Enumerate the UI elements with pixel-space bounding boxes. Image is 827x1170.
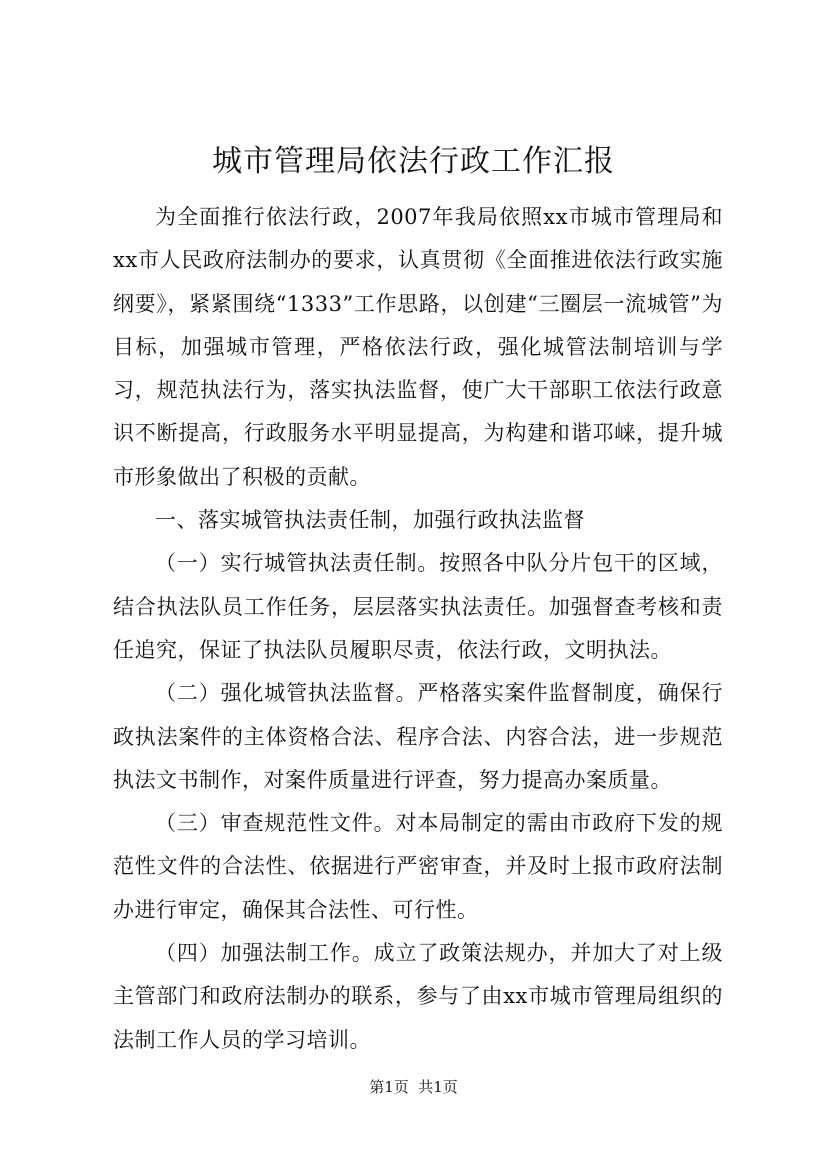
paragraph-item-2: （二）强化城管执法监督。严格落实案件监督制度，确保行政执法案件的主体资格合法、程序合法、内容合法，进一步规范执法文书制作，对案件质量进行评查，努力提高办案质量。 [113, 681, 723, 792]
paragraph-item-1: （一）实行城管执法责任制。按照各中队分片包干的区域，结合执法队员工作任务，层层落实执法责任。加强督查考核和责任追究，保证了执法队员履职尽责，依法行政，文明执法。 [113, 551, 723, 662]
paragraph-item-3: （三）审查规范性文件。对本局制定的需由市政府下发的规范性文件的合法性、依据进行严密审查，并及时上报市政府法制办进行审定，确保其合法性、可行性。 [113, 811, 723, 922]
page-footer [0, 1077, 827, 1097]
paragraph-item-4: （四）加强法制工作。成立了政策法规办，并加大了对上级主管部门和政府法制办的联系，参与了由xx市城市管理局组织的法制工作人员的学习培训。 [113, 941, 723, 1052]
section-heading-1: 一、落实城管执法责任制，加强行政执法监督 [155, 508, 585, 533]
paragraph-intro: 为全面推行依法行政，2007年我局依照xx市城市管理局和xx市人民政府法制办的要求，认真贯彻《全面推进依法行政实施纲要》，紧紧围绕“1333”工作思路，以创建“三圈层一流城管”为目标，加强城市管理，严格依法行政，强化城管法制培训与学习，规范执法行为，落实执法监督，使广大干部职工依法行政意识不断提高，行政服务水平明显提高，为构建和谐邛崃，提升城市形象做出了积极的贡献。 [113, 205, 723, 489]
document-title: 城市管理局依法行政工作汇报 [212, 144, 615, 179]
page-number: 第1页 共1页 [369, 1078, 458, 1096]
document-body [113, 196, 723, 1062]
